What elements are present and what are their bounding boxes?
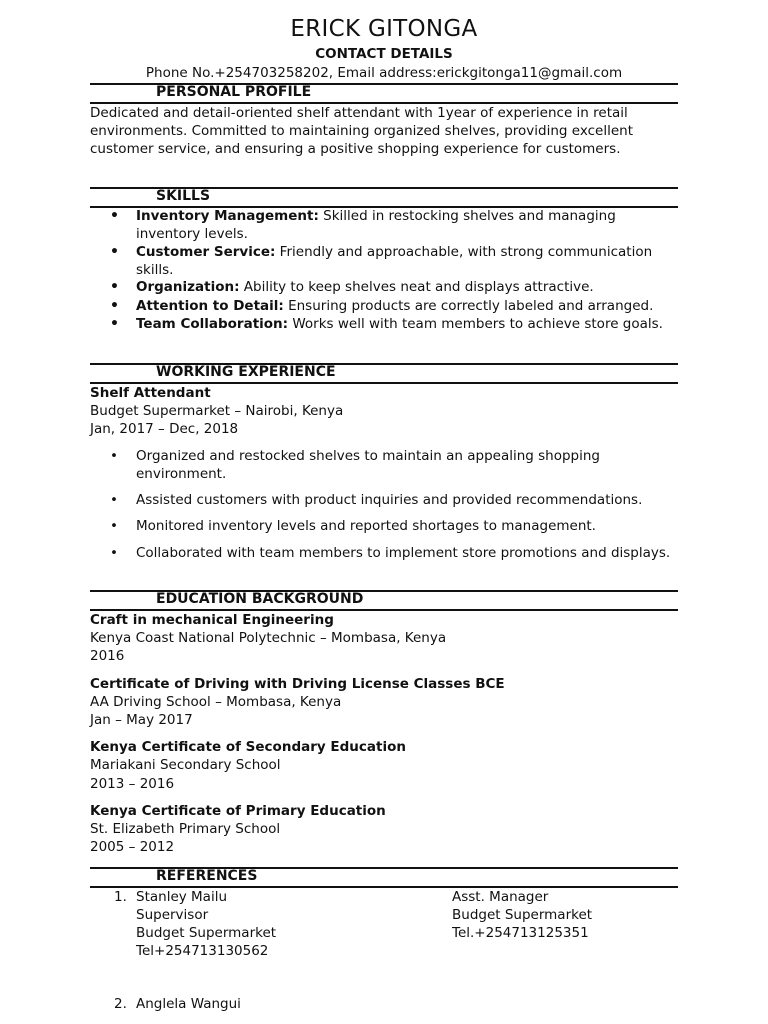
education-title: Kenya Certificate of Primary Education (90, 803, 386, 819)
duty-item (110, 518, 678, 536)
skill-desc: Ensuring products are correctly labeled and arranged. (283, 298, 654, 314)
skill-item (110, 279, 678, 297)
section-header-education (90, 590, 678, 611)
education-period: Jan – May 2017 (90, 712, 193, 728)
job-employer: Budget Supermarket – Nairobi, Kenya (90, 403, 344, 419)
section-header-references (90, 867, 678, 888)
bullet-icon: • (110, 492, 118, 508)
bullet-icon: • (110, 208, 119, 224)
skill-title: Customer Service: (136, 244, 276, 260)
skill-title: Inventory Management: (136, 208, 319, 224)
reference-number: 1. (114, 889, 127, 905)
contact-details-title: CONTACT DETAILS (315, 46, 453, 62)
education-school: Kenya Coast National Polytechnic – Mombasa, Kenya (90, 630, 447, 646)
reference-phone: Tel.+254713125351 (452, 925, 589, 941)
section-header-experience (90, 363, 678, 384)
skill-item (110, 316, 678, 334)
education-school: Mariakani Secondary School (90, 757, 281, 773)
skill-desc: Friendly and approachable, with strong communication skills. (136, 244, 653, 278)
duty-item (110, 545, 678, 563)
section-title: SKILLS (156, 188, 211, 204)
duty-text: Organized and restocked shelves to maintain an appealing shopping environment. (136, 448, 600, 482)
skill-title: Organization: (136, 279, 240, 295)
education-title: Certificate of Driving with Driving License Classes BCE (90, 676, 505, 692)
duty-text: Assisted customers with product inquiries and provided recommendations. (136, 492, 643, 508)
education-school: St. Elizabeth Primary School (90, 821, 281, 837)
contact-line: Phone No.+254703258202, Email address:erickgitonga11@gmail.com (145, 65, 623, 81)
reference-name: Anglela Wangui (136, 996, 241, 1012)
bullet-icon: • (110, 448, 118, 464)
duty-text: Collaborated with team members to implement store promotions and displays. (136, 545, 671, 561)
education-period: 2005 – 2012 (90, 839, 175, 855)
reference-role: Supervisor (136, 907, 209, 923)
job-title: Shelf Attendant (90, 385, 211, 401)
skill-desc: Ability to keep shelves neat and displays attractive. (239, 279, 594, 295)
education-title: Craft in mechanical Engineering (90, 612, 334, 628)
bullet-icon: • (110, 244, 119, 260)
bullet-icon: • (110, 518, 118, 534)
reference-role: Asst. Manager (452, 889, 549, 905)
reference-company: Budget Supermarket (452, 907, 593, 923)
section-header-profile (90, 83, 678, 104)
skill-desc: Works well with team members to achieve store goals. (288, 316, 663, 332)
candidate-name: ERICK GITONGA (290, 16, 478, 42)
duty-item (110, 448, 678, 483)
duty-text: Monitored inventory levels and reported shortages to management. (136, 518, 596, 534)
section-header-skills (90, 187, 678, 208)
education-school: AA Driving School – Mombasa, Kenya (90, 694, 342, 710)
duty-item (110, 492, 678, 510)
section-title: EDUCATION BACKGROUND (156, 591, 364, 607)
profile-text: Dedicated and detail-oriented shelf attendant with 1year of experience in retail environments. Committed to maintaining organized shelves, providing excellent customer service, and ensuring a positive shopping experience for customers. (90, 105, 633, 157)
education-title: Kenya Certificate of Secondary Education (90, 739, 406, 755)
bullet-icon: • (110, 545, 118, 561)
bullet-icon: • (110, 279, 119, 295)
skill-item (110, 208, 678, 243)
bullet-icon: • (110, 316, 119, 332)
section-title: WORKING EXPERIENCE (156, 364, 336, 380)
reference-phone: Tel+254713130562 (136, 943, 269, 959)
skill-desc: Skilled in restocking shelves and managing inventory levels. (136, 208, 616, 242)
reference-number: 2. (114, 996, 127, 1012)
skill-item (110, 298, 678, 316)
job-period: Jan, 2017 – Dec, 2018 (90, 421, 239, 437)
skill-item (110, 244, 678, 279)
reference-company: Budget Supermarket (136, 925, 277, 941)
reference-name: Stanley Mailu (136, 889, 228, 905)
skill-title: Attention to Detail: (136, 298, 284, 314)
section-title: REFERENCES (156, 868, 258, 884)
section-title: PERSONAL PROFILE (156, 84, 312, 100)
bullet-icon: • (110, 298, 119, 314)
education-period: 2013 – 2016 (90, 776, 175, 792)
skill-title: Team Collaboration: (136, 316, 289, 332)
education-period: 2016 (90, 648, 125, 664)
